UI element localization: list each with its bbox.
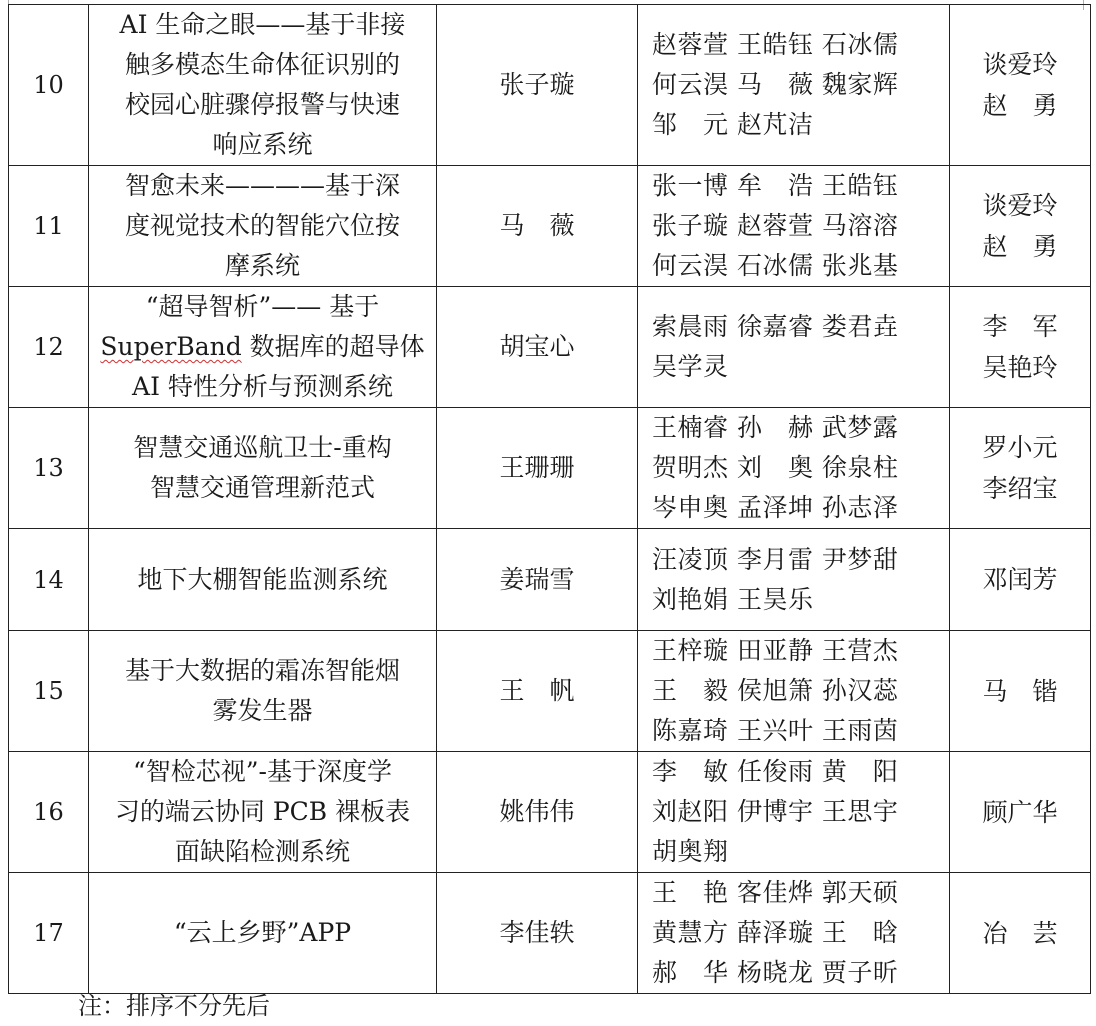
members-cell [638, 529, 950, 631]
advisor-name: 李绍宝 [982, 474, 1058, 503]
advisor-name: 邓闰芳 [982, 565, 1058, 594]
table-row [9, 752, 1091, 873]
advisor-name: 冶 芸 [982, 918, 1058, 948]
project-title-line: 智慧交通管理新范式 [149, 473, 375, 502]
project-title-cell [89, 408, 437, 529]
row-number: 10 [9, 5, 89, 166]
leader-cell: 张子璇 [437, 5, 638, 166]
advisor-name: 赵 勇 [982, 232, 1058, 261]
members-line: 刘艳娟 王昊乐 [652, 584, 814, 614]
table-row [9, 631, 1091, 752]
members-line: 何云淏 马 薇 魏家辉 [652, 70, 899, 99]
members-cell [638, 873, 950, 994]
leader-cell: 李佳轶 [437, 873, 638, 994]
advisor-name: 谈爱玲 [982, 50, 1058, 79]
advisor-cell [950, 166, 1091, 287]
advisor-name: 马 锴 [982, 676, 1058, 706]
members-line: 何云淏 石冰儒 张兆基 [652, 251, 899, 280]
project-title-cell [89, 287, 437, 408]
project-title-line: 智愈未来————基于深 [124, 171, 400, 200]
advisor-name: 吴艳玲 [982, 353, 1058, 382]
advisor-name: 罗小元 [982, 433, 1058, 462]
advisor-cell [950, 5, 1091, 166]
row-number: 17 [9, 873, 89, 994]
members-line: 王梓璇 田亚静 王营杰 [652, 636, 899, 665]
project-title-line: 智慧交通巡航卫士-重构 [133, 433, 392, 462]
table-row [9, 5, 1091, 166]
members-line: 赵蓉萱 王皓钰 石冰儒 [652, 30, 899, 59]
members-line: 王 毅 侯旭箫 孙汉蕊 [652, 676, 899, 705]
row-number: 13 [9, 408, 89, 529]
members-line: 吴学灵 [652, 352, 729, 381]
members-line: 索晨雨 徐嘉睿 娄君垚 [652, 312, 899, 341]
project-title-cell [89, 5, 437, 166]
row-number: 15 [9, 631, 89, 752]
project-title-fragment: 数据库的超导体 [241, 332, 425, 361]
members-cell [638, 287, 950, 408]
members-cell [638, 408, 950, 529]
row-number: 14 [9, 529, 89, 631]
advisor-cell [950, 287, 1091, 408]
footnote: 注：排序不分先后 [78, 992, 270, 1020]
leader-cell: 姚伟伟 [437, 752, 638, 873]
project-title-cell [89, 631, 437, 752]
table-row [9, 166, 1091, 287]
project-title-line: 度视觉技术的智能穴位按 [124, 211, 400, 240]
members-line: 贺明杰 刘 奥 徐泉柱 [652, 453, 899, 482]
members-cell [638, 752, 950, 873]
project-title-line: AI 特性分析与预测系统 [132, 372, 393, 401]
advisor-cell [950, 529, 1091, 631]
members-line: 岑申奥 孟泽坤 孙志泽 [652, 493, 899, 522]
project-title-line: “云上乡野”APP [173, 918, 352, 947]
table-row [9, 408, 1091, 529]
row-number: 16 [9, 752, 89, 873]
project-title-line: 响应系统 [212, 130, 313, 159]
members-line: 张子璇 赵蓉萱 马溶溶 [652, 211, 899, 240]
members-line: 王 艳 客佳烨 郭天硕 [652, 878, 899, 907]
project-title-cell [89, 752, 437, 873]
project-title-line: 面缺陷检测系统 [174, 837, 350, 866]
project-table [8, 4, 1091, 994]
leader-cell: 王 帆 [437, 631, 638, 752]
advisor-name: 赵 勇 [982, 91, 1058, 120]
members-line: 陈嘉琦 王兴叶 王雨茵 [652, 716, 899, 745]
members-line: 汪凌顶 李月雷 尹梦甜 [652, 544, 899, 574]
advisor-cell [950, 752, 1091, 873]
advisor-cell [950, 873, 1091, 994]
leader-cell: 王珊珊 [437, 408, 638, 529]
members-line: 邹 元 赵芃洁 [652, 110, 814, 139]
members-line: 张一博 牟 浩 王皓钰 [652, 171, 899, 200]
table-row [9, 287, 1091, 408]
members-cell [638, 5, 950, 166]
project-title-line: 基于大数据的霜冻智能烟 [124, 656, 400, 685]
row-number: 11 [9, 166, 89, 287]
members-line: 胡奥翔 [652, 837, 729, 866]
leader-cell: 马 薇 [437, 166, 638, 287]
project-title-cell [89, 166, 437, 287]
project-title-line: 雾发生器 [212, 696, 313, 725]
project-title-line: 校园心脏骤停报警与快速 [124, 90, 400, 119]
leader-cell: 胡宝心 [437, 287, 638, 408]
table-row [9, 873, 1091, 994]
advisor-name: 李 军 [982, 312, 1058, 341]
members-line: 郝 华 杨晓龙 贾子昕 [652, 958, 899, 987]
members-cell [638, 631, 950, 752]
project-title-line: “智检芯视”-基于深度学 [132, 757, 392, 786]
advisor-name: 谈爱玲 [982, 191, 1058, 220]
spellcheck-underlined-word: SuperBand [100, 332, 242, 361]
leader-cell: 姜瑞雪 [437, 529, 638, 631]
project-title-line: 摩系统 [224, 251, 300, 280]
project-title-line [95, 327, 430, 367]
project-title-line: 地下大棚智能监测系统 [137, 564, 388, 594]
members-line: 李 敏 任俊雨 黄 阳 [652, 757, 899, 786]
advisor-cell [950, 631, 1091, 752]
project-title-cell [89, 529, 437, 631]
members-line: 王楠睿 孙 赫 武梦露 [652, 413, 899, 442]
project-table-body [9, 5, 1091, 994]
members-line: 刘赵阳 伊博宇 王思宇 [652, 797, 899, 826]
advisor-name: 顾广华 [982, 797, 1058, 827]
advisor-cell [950, 408, 1091, 529]
project-title-cell [89, 873, 437, 994]
members-cell [638, 166, 950, 287]
project-title-line: 触多模态生命体征识别的 [124, 50, 400, 79]
project-title-line: “超导智析”—— 基于 [145, 292, 380, 321]
project-title-line: AI 生命之眼——基于非接 [119, 10, 406, 39]
table-row [9, 529, 1091, 631]
project-title-line: 习的端云协同 PCB 裸板表 [114, 797, 411, 826]
members-line: 黄慧方 薛泽璇 王 晗 [652, 918, 899, 947]
row-number: 12 [9, 287, 89, 408]
